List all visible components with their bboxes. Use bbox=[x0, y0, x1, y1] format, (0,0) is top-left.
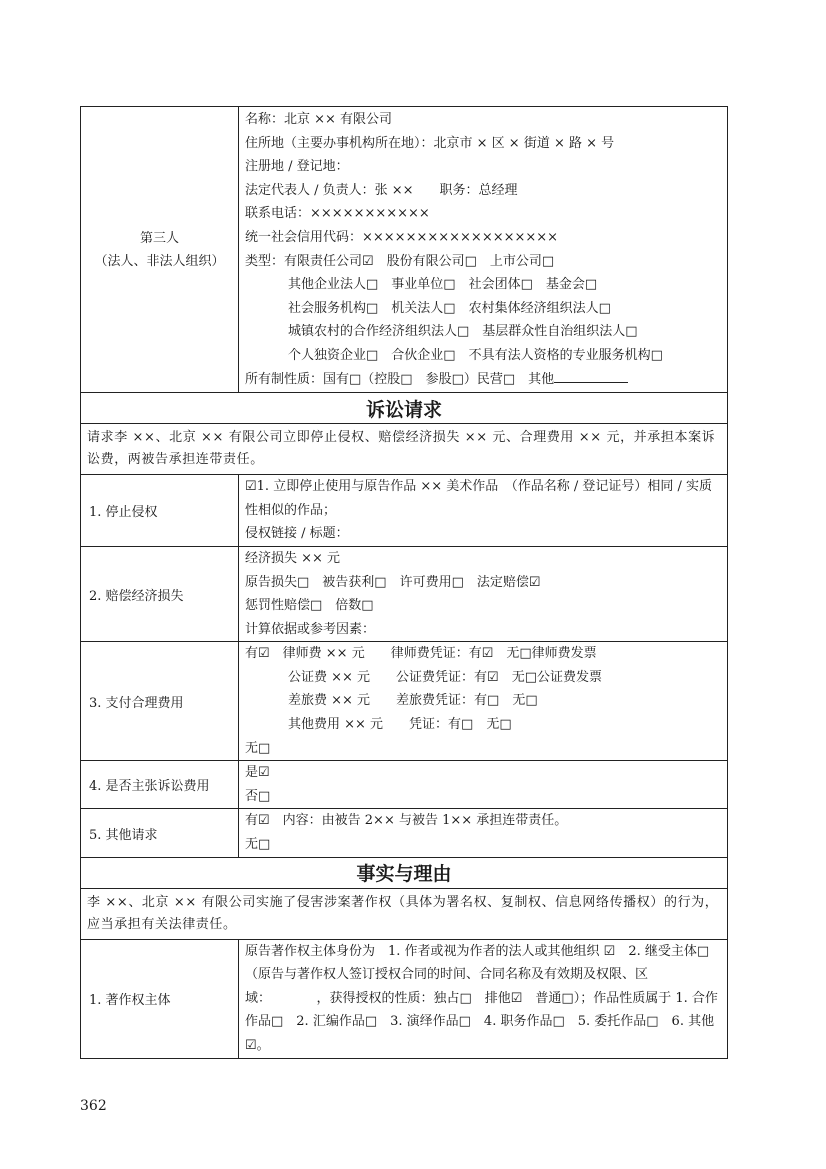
claim-line: 惩罚性赔偿□ 倍数□ bbox=[245, 598, 374, 614]
fact-row bbox=[81, 939, 728, 1058]
claim-line: ☑1. 立即停止使用与原告作品 ×× 美术作品 （作品名称 / 登记证号）相同 / 实质性相似的作品； bbox=[245, 479, 713, 518]
third-party-credit-code: 统一社会信用代码：×××××××××××××××××× bbox=[245, 229, 559, 245]
third-party-label bbox=[81, 107, 239, 393]
third-party-label-title: 第三人 bbox=[139, 230, 179, 246]
facts-summary-row bbox=[81, 888, 728, 939]
third-party-details bbox=[239, 107, 728, 393]
claim-line: 差旅费 ×× 元 差旅费凭证：有□ 无□ bbox=[288, 693, 538, 709]
third-party-type-line-4: 城镇农村的合作经济组织法人□ 基层群众性自治组织法人□ bbox=[288, 324, 638, 340]
claim-label: 5. 其他请求 bbox=[81, 809, 239, 857]
third-party-type-line-2: 其他企业法人□ 事业单位□ 社会团体□ 基金会□ bbox=[288, 277, 598, 293]
claim-row bbox=[81, 546, 728, 641]
third-party-label-subtitle: （法人、非法人组织） bbox=[94, 253, 225, 269]
claim-line: 计算依据或参考因素： bbox=[245, 621, 376, 637]
claim-content bbox=[239, 761, 728, 809]
claims-header-row bbox=[81, 393, 728, 424]
claim-line: 公证费 ×× 元 公证费凭证：有☑ 无□公证费发票 bbox=[288, 669, 602, 685]
claim-content bbox=[239, 809, 728, 857]
ownership-other-blank bbox=[554, 368, 628, 383]
claims-summary-row bbox=[81, 424, 728, 475]
claim-row bbox=[81, 642, 728, 761]
third-party-representative: 法定代表人 / 负责人：张 ×× 职务：总经理 bbox=[245, 182, 518, 198]
claim-label: 1. 停止侵权 bbox=[81, 475, 239, 547]
claim-label: 4. 是否主张诉讼费用 bbox=[81, 761, 239, 809]
third-party-address: 住所地（主要办事机构所在地）：北京市 × 区 × 街道 × 路 × 号 bbox=[245, 135, 615, 151]
third-party-phone: 联系电话：××××××××××× bbox=[245, 206, 430, 222]
claims-summary: 请求李 ××、北京 ×× 有限公司立即停止侵权、赔偿经济损失 ×× 元、合理费用 ×× 元，并承担本案诉讼费，两被告承担连带责任。 bbox=[81, 424, 728, 475]
complaint-form-table bbox=[80, 106, 728, 1059]
claim-content bbox=[239, 475, 728, 547]
facts-summary: 李 ××、北京 ×× 有限公司实施了侵害涉案著作权（具体为署名权、复制权、信息网络传播权）的行为，应当承担有关法律责任。 bbox=[81, 888, 728, 939]
claim-line: 无□ bbox=[245, 740, 271, 756]
claim-row bbox=[81, 809, 728, 857]
claim-line: 其他费用 ×× 元 凭证：有□ 无□ bbox=[288, 717, 512, 733]
third-party-registration: 注册地 / 登记地： bbox=[245, 159, 349, 175]
third-party-row bbox=[81, 107, 728, 393]
third-party-type-line-5: 个人独资企业□ 合伙企业□ 不具有法人资格的专业服务机构□ bbox=[288, 347, 663, 363]
fact-content bbox=[239, 939, 728, 1058]
fact-label: 1. 著作权主体 bbox=[81, 939, 239, 1058]
claim-label: 3. 支付合理费用 bbox=[81, 642, 239, 761]
claim-line: 经济损失 ×× 元 bbox=[245, 550, 341, 566]
facts-header-row bbox=[81, 857, 728, 888]
claim-row bbox=[81, 475, 728, 547]
claim-line: 是☑ bbox=[245, 765, 270, 781]
claim-row bbox=[81, 761, 728, 809]
claim-line: 侵权链接 / 标题： bbox=[245, 526, 349, 542]
claim-line: 有☑ 律师费 ×× 元 律师费凭证：有☑ 无□律师费发票 bbox=[245, 646, 597, 662]
third-party-ownership bbox=[245, 368, 721, 392]
claim-label: 2. 赔偿经济损失 bbox=[81, 546, 239, 641]
claim-line: 有☑ 内容：由被告 2×× 与被告 1×× 承担连带责任。 bbox=[245, 813, 568, 829]
fact-text: 原告著作权主体身份为 1. 作者或视为作者的法人或其他组织 ☑ 2. 继受主体□（原告与著作权人签订授权合同的时间、合同名称及有效期及权限、区域： ，获得授权的性质：独占□ 排他☑ 普通□）；作品性质属于 1. 合作作品□ 2. 汇编作品□ 3. 演绎作品□ 4. 职务作品□ 5. 委托作品□ 6. 其他 ☑。 bbox=[245, 943, 718, 1053]
facts-section-title: 事实与理由 bbox=[81, 857, 728, 888]
third-party-type: 类型：有限责任公司☑ 股份有限公司□ 上市公司□ bbox=[245, 253, 555, 269]
claim-line: 原告损失□ 被告获利□ 许可费用□ 法定赔偿☑ bbox=[245, 574, 541, 590]
claim-content bbox=[239, 546, 728, 641]
claim-content bbox=[239, 642, 728, 761]
claim-line: 否□ bbox=[245, 788, 271, 804]
page-number: 362 bbox=[80, 1098, 107, 1114]
claim-line: 无□ bbox=[245, 837, 271, 853]
third-party-type-line-3: 社会服务机构□ 机关法人□ 农村集体经济组织法人□ bbox=[288, 300, 611, 316]
third-party-name: 名称：北京 ×× 有限公司 bbox=[245, 112, 393, 127]
claims-section-title: 诉讼请求 bbox=[81, 393, 728, 424]
ownership-text: 所有制性质：国有□（控股□ 参股□）民营□ 其他 bbox=[245, 371, 555, 387]
